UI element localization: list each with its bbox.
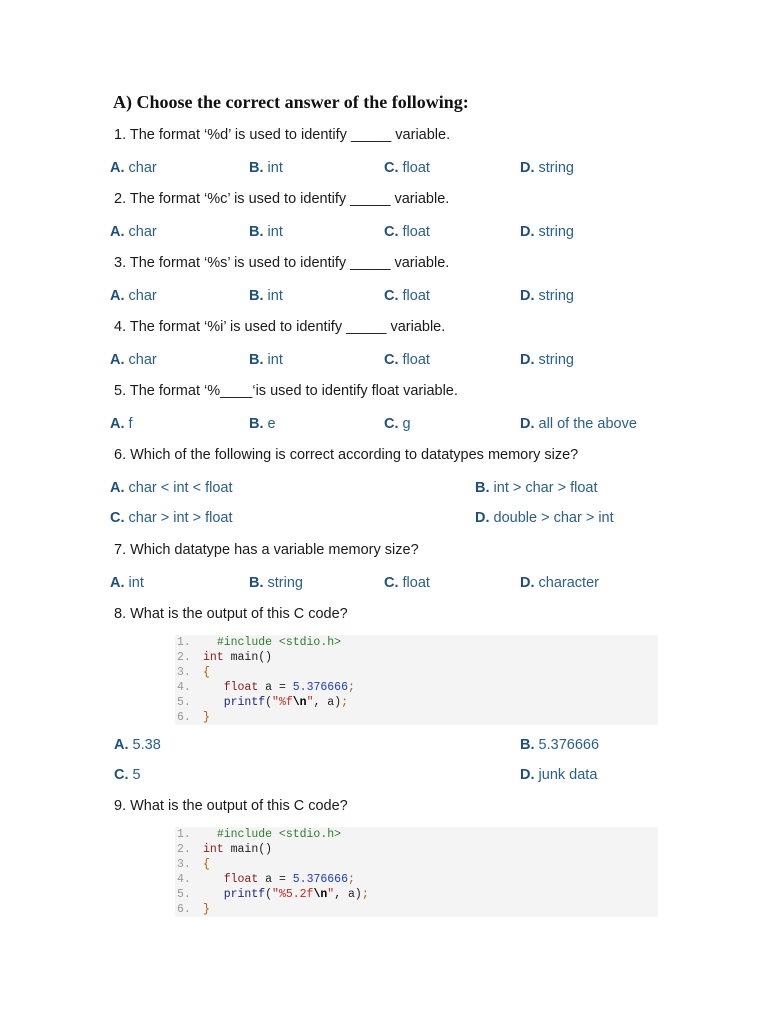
code-block-q9: 1. #include <stdio.h> 2. int main() 3. { 4. float a = 5.376666; 5. printf("%5.2f\n", a); 6. }	[175, 827, 658, 917]
option-letter: C.	[384, 575, 399, 591]
q6-option-c[interactable]	[110, 510, 233, 526]
option-text: junk data	[538, 767, 598, 783]
option-text: double > char > int	[493, 510, 614, 526]
option-text: character	[538, 575, 599, 591]
option-text: float	[402, 575, 430, 591]
option-letter: A.	[114, 737, 129, 753]
q4-option-b[interactable]	[249, 352, 283, 368]
option-letter: B.	[249, 224, 264, 240]
q3-option-b[interactable]	[249, 288, 283, 304]
q6-option-b[interactable]	[475, 480, 598, 496]
option-text: char	[128, 224, 157, 240]
option-letter: C.	[110, 510, 125, 526]
option-letter: B.	[249, 575, 264, 591]
option-letter: A.	[110, 352, 125, 368]
option-letter: D.	[520, 288, 535, 304]
q4-option-a[interactable]	[110, 352, 157, 368]
option-text: string	[538, 352, 574, 368]
option-text: int	[267, 352, 283, 368]
option-letter: D.	[520, 575, 535, 591]
q1-option-b[interactable]	[249, 160, 283, 176]
question-1: 1. The format ‘%d’ is used to identify _____ variable.	[114, 127, 451, 143]
q2-option-c[interactable]	[384, 224, 430, 240]
option-letter: D.	[520, 416, 535, 432]
question-3: 3. The format ‘%s’ is used to identify _____ variable.	[114, 255, 450, 271]
option-letter: C.	[114, 767, 129, 783]
q7-option-b[interactable]	[249, 575, 303, 591]
option-text: float	[402, 288, 430, 304]
option-letter: C.	[384, 224, 399, 240]
option-text: int	[267, 160, 283, 176]
option-text: char	[128, 288, 157, 304]
option-text: float	[402, 224, 430, 240]
option-text: 5.38	[132, 737, 161, 753]
q8-option-a[interactable]	[114, 737, 161, 753]
option-letter: A.	[110, 416, 125, 432]
option-text: char > int > float	[128, 510, 233, 526]
option-text: int	[267, 288, 283, 304]
option-letter: A.	[110, 480, 125, 496]
q6-option-d[interactable]	[475, 510, 614, 526]
q5-option-d[interactable]	[520, 416, 637, 432]
q4-option-d[interactable]	[520, 352, 574, 368]
option-letter: D.	[520, 352, 535, 368]
option-letter: A.	[110, 224, 125, 240]
option-letter: B.	[249, 160, 264, 176]
option-text: e	[267, 416, 276, 432]
option-letter: C.	[384, 352, 399, 368]
option-text: float	[402, 160, 430, 176]
option-text: char	[128, 352, 157, 368]
option-letter: D.	[520, 224, 535, 240]
q7-option-c[interactable]	[384, 575, 430, 591]
q3-option-a[interactable]	[110, 288, 157, 304]
option-letter: D.	[520, 160, 535, 176]
q7-option-a[interactable]	[110, 575, 144, 591]
question-9: 9. What is the output of this C code?	[114, 798, 348, 814]
q1-option-a[interactable]	[110, 160, 157, 176]
code-block-q8: 1. #include <stdio.h> 2. int main() 3. { 4. float a = 5.376666; 5. printf("%f\n", a); 6. }	[175, 635, 658, 725]
option-letter: C.	[384, 416, 399, 432]
question-5: 5. The format ‘%____‘is used to identify float variable.	[114, 383, 458, 399]
option-text: int > char > float	[493, 480, 598, 496]
option-letter: C.	[384, 160, 399, 176]
question-4: 4. The format ‘%i’ is used to identify _____ variable.	[114, 319, 446, 335]
q3-option-c[interactable]	[384, 288, 430, 304]
option-text: int	[267, 224, 283, 240]
question-2: 2. The format ‘%c’ is used to identify _____ variable.	[114, 191, 450, 207]
option-text: 5.376666	[538, 737, 600, 753]
q8-option-c[interactable]	[114, 767, 141, 783]
question-8: 8. What is the output of this C code?	[114, 606, 348, 622]
option-letter: D.	[475, 510, 490, 526]
option-letter: B.	[249, 288, 264, 304]
q2-option-d[interactable]	[520, 224, 574, 240]
page-heading: A) Choose the correct answer of the following:	[113, 92, 469, 112]
option-text: all of the above	[538, 416, 637, 432]
question-6: 6. Which of the following is correct according to datatypes memory size?	[114, 447, 579, 463]
q1-option-c[interactable]	[384, 160, 430, 176]
option-letter: B.	[520, 737, 535, 753]
q5-option-a[interactable]	[110, 416, 133, 432]
option-text: 5	[132, 767, 141, 783]
option-letter: B.	[475, 480, 490, 496]
option-text: char < int < float	[128, 480, 233, 496]
q8-option-b[interactable]	[520, 737, 599, 753]
q5-option-c[interactable]	[384, 416, 411, 432]
option-letter: A.	[110, 288, 125, 304]
q2-option-b[interactable]	[249, 224, 283, 240]
q2-option-a[interactable]	[110, 224, 157, 240]
option-letter: B.	[249, 416, 264, 432]
q3-option-d[interactable]	[520, 288, 574, 304]
option-text: string	[538, 288, 574, 304]
option-text: float	[402, 352, 430, 368]
q1-option-d[interactable]	[520, 160, 574, 176]
q5-option-b[interactable]	[249, 416, 276, 432]
option-letter: B.	[249, 352, 264, 368]
option-letter: A.	[110, 575, 125, 591]
q7-option-d[interactable]	[520, 575, 599, 591]
option-text: string	[538, 160, 574, 176]
option-text: int	[128, 575, 144, 591]
q6-option-a[interactable]	[110, 480, 233, 496]
option-letter: A.	[110, 160, 125, 176]
option-text: char	[128, 160, 157, 176]
q4-option-c[interactable]	[384, 352, 430, 368]
option-text: string	[267, 575, 303, 591]
option-text: g	[402, 416, 411, 432]
option-letter: C.	[384, 288, 399, 304]
option-letter: D.	[520, 767, 535, 783]
option-text: f	[128, 416, 133, 432]
q8-option-d[interactable]	[520, 767, 597, 783]
option-text: string	[538, 224, 574, 240]
question-7: 7. Which datatype has a variable memory size?	[114, 542, 419, 558]
